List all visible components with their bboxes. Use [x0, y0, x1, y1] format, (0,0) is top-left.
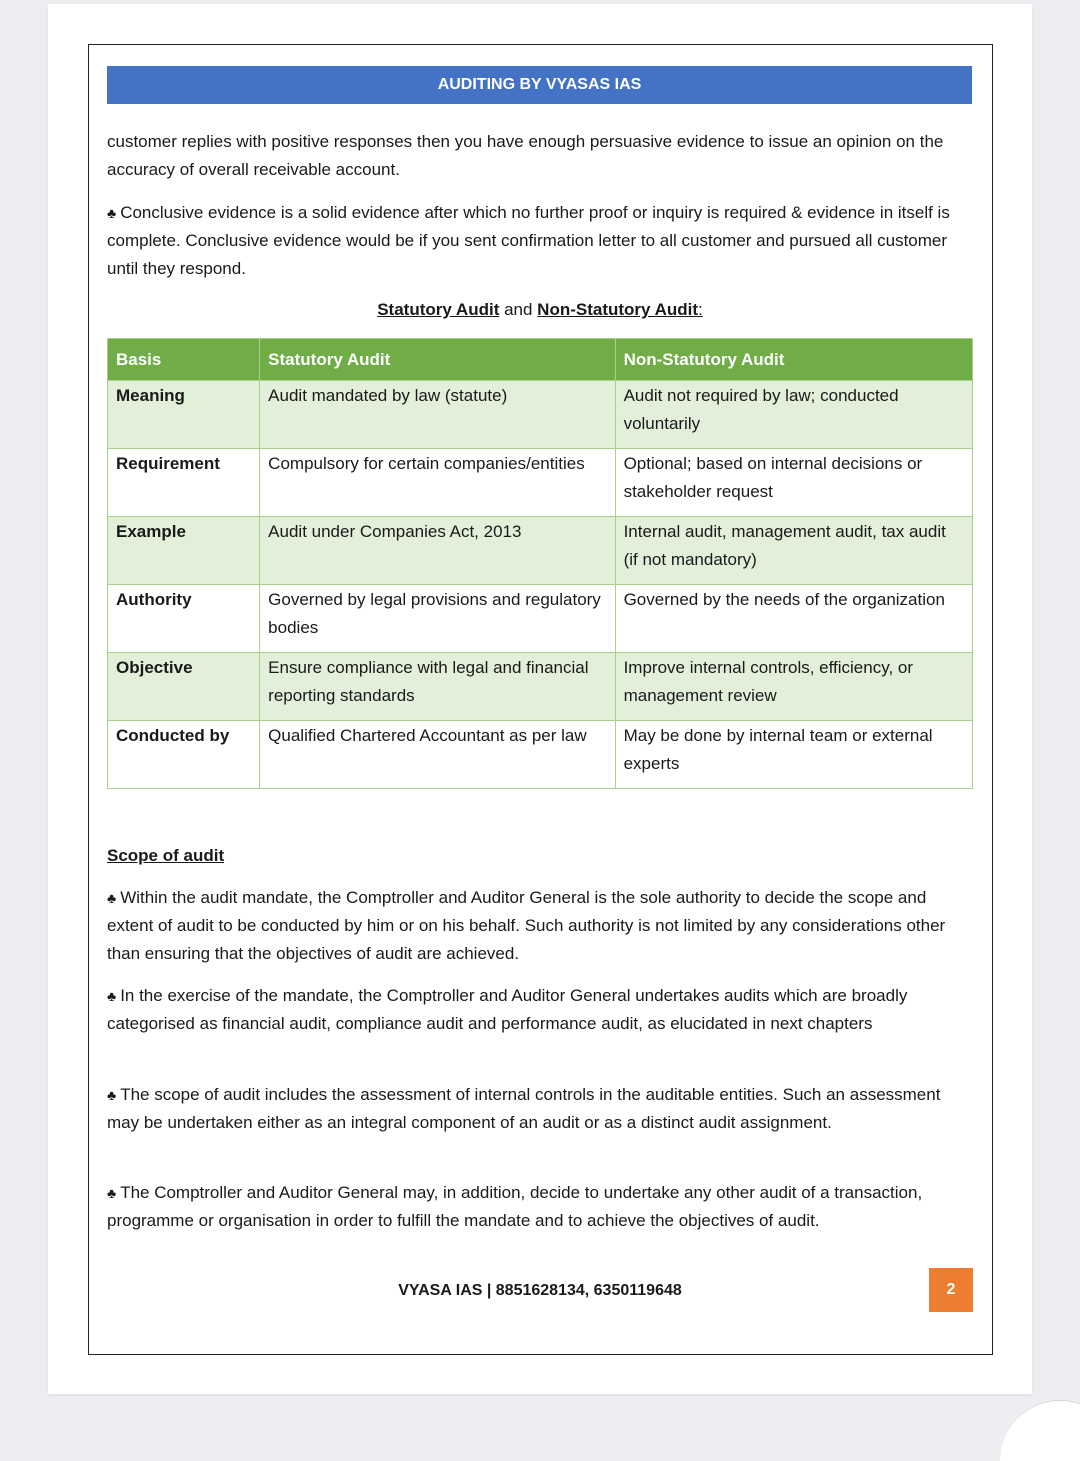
club-icon: ♣	[107, 205, 117, 221]
table-row	[108, 653, 973, 721]
table-header-row	[108, 339, 973, 381]
table-cell-basis: Example	[108, 517, 260, 585]
table-cell: Compulsory for certain companies/entities	[260, 449, 615, 517]
table-cell: Optional; based on internal decisions or stakeholder request	[615, 449, 972, 517]
club-icon: ♣	[107, 890, 117, 906]
table-cell: Qualified Chartered Accountant as per law	[260, 721, 615, 789]
intro-paragraph-1: customer replies with positive responses then you have enough persuasive evidence to issue an opinion on the accuracy of overall receivable account.	[107, 132, 944, 179]
scope-heading: Scope of audit	[107, 846, 225, 865]
table-title-colon: :	[698, 300, 703, 319]
club-icon: ♣	[107, 1185, 117, 1201]
table-cell-basis: Conducted by	[108, 721, 260, 789]
scope-bullet-text: Within the audit mandate, the Comptroller and Auditor General is the sole authority to decide the scope and extent of audit to be conducted by him or on his behalf. Such authority is not limited by any considerations other than ensuring that the objectives of audit are achieved.	[107, 888, 946, 963]
scope-bullet-text: The Comptroller and Auditor General may, in addition, decide to undertake any other audit of a transaction, programme or organisation in order to fulfill the mandate and to achieve the objectives of audit.	[107, 1183, 923, 1230]
table-row	[108, 381, 973, 449]
table-cell: Audit mandated by law (statute)	[260, 381, 615, 449]
document-page	[48, 4, 1032, 1394]
page-number-badge: 2	[929, 1268, 973, 1312]
table-row	[108, 585, 973, 653]
footer-contact: VYASA IAS | 8851628134, 6350119648	[398, 1282, 682, 1299]
table-row	[108, 721, 973, 789]
table-cell: Governed by legal provisions and regulatory bodies	[260, 585, 615, 653]
table-cell: Internal audit, management audit, tax audit (if not mandatory)	[615, 517, 972, 585]
table-header-cell: Non-Statutory Audit	[615, 339, 972, 381]
scope-bullet-text: In the exercise of the mandate, the Comptroller and Auditor General undertakes audits which are broadly categorised as financial audit, compliance audit and performance audit, as elucidated in next chapters	[107, 986, 908, 1033]
table-cell: Improve internal controls, efficiency, or management review	[615, 653, 972, 721]
table-header-cell: Basis	[108, 339, 260, 381]
table-cell-basis: Objective	[108, 653, 260, 721]
table-row	[108, 517, 973, 585]
table-cell-basis: Meaning	[108, 381, 260, 449]
table-cell: May be done by internal team or external experts	[615, 721, 972, 789]
table-title-connector: and	[499, 300, 538, 319]
table-cell: Audit under Companies Act, 2013	[260, 517, 615, 585]
table-cell: Governed by the needs of the organization	[615, 585, 972, 653]
table-title-part1: Statutory Audit	[377, 300, 500, 319]
comparison-table	[107, 338, 973, 789]
club-icon: ♣	[107, 1087, 117, 1103]
table-title-part2: Non-Statutory Audit	[537, 300, 699, 319]
table-cell-basis: Requirement	[108, 449, 260, 517]
table-title	[107, 296, 973, 324]
club-icon: ♣	[107, 988, 117, 1004]
page-turn-corner[interactable]	[1000, 1400, 1080, 1461]
scope-bullet	[107, 1081, 973, 1137]
scope-bullet	[107, 884, 973, 968]
scope-bullet	[107, 982, 973, 1038]
table-cell: Audit not required by law; conducted voluntarily	[615, 381, 972, 449]
intro-paragraph-2	[107, 199, 973, 283]
page-header-title: AUDITING BY VYASAS IAS	[107, 66, 972, 104]
table-row	[108, 449, 973, 517]
scope-bullet-text: The scope of audit includes the assessment of internal controls in the auditable entities. Such an assessment may be undertaken either as an integral component of an audit or as a distinct audit assignment.	[107, 1085, 941, 1132]
table-header-cell: Statutory Audit	[260, 339, 615, 381]
table-cell: Ensure compliance with legal and financial reporting standards	[260, 653, 615, 721]
table-cell-basis: Authority	[108, 585, 260, 653]
intro-paragraph-2-text: Conclusive evidence is a solid evidence after which no further proof or inquiry is required & evidence in itself is complete. Conclusive evidence would be if you sent confirmation letter to all customer and pursued all customer until they respond.	[107, 203, 950, 278]
scope-bullet	[107, 1179, 973, 1235]
